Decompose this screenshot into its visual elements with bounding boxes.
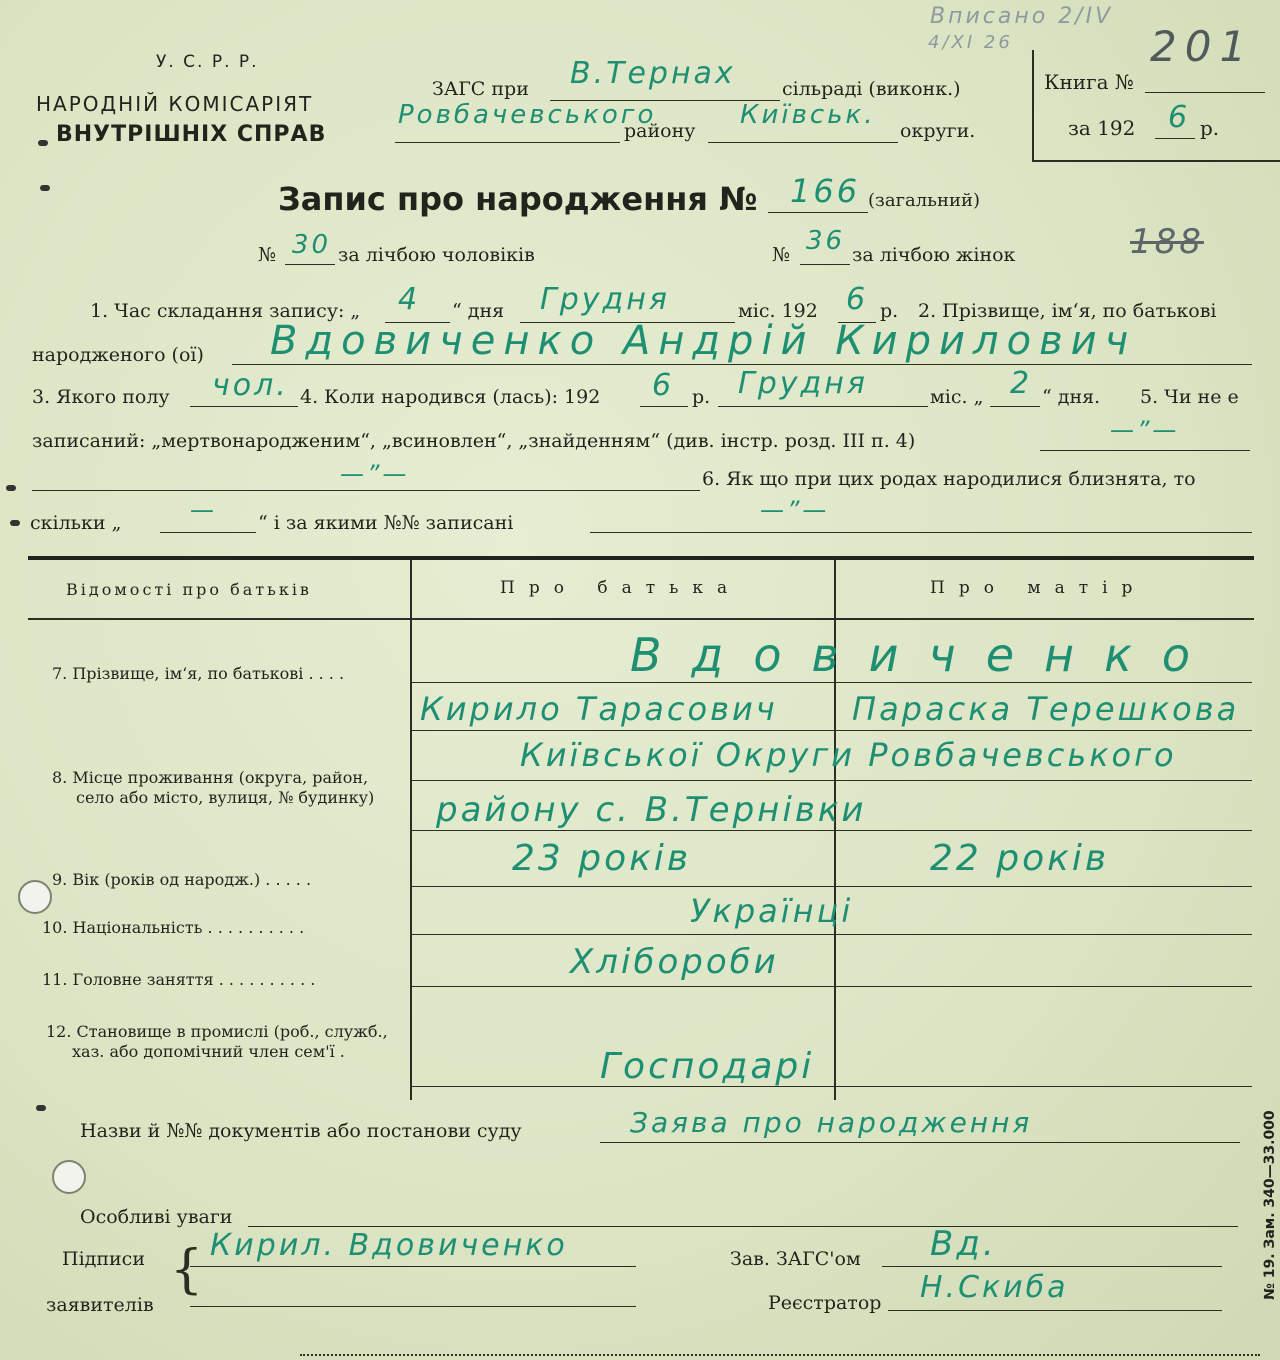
father-name-handwritten: Кирило Тарасович xyxy=(420,690,778,728)
column-header-info: Відомості про батьків xyxy=(66,580,312,599)
row-label-10: 10. Національність . . . . . . . . . . xyxy=(42,918,305,937)
row-label-12: 12. Становище в промислі (роб., служб., xyxy=(46,1022,388,1041)
applicants-label: заявителів xyxy=(46,1294,154,1316)
record-general: (загальний) xyxy=(868,190,980,211)
record-number-line xyxy=(768,212,868,213)
okruha-label: округи. xyxy=(900,120,976,142)
crossed-number-handwritten: 188 xyxy=(1130,222,1204,262)
nationality-handwritten: Українці xyxy=(690,892,854,930)
column-header-mother: Про матір xyxy=(930,578,1147,598)
corner-date-handwritten: 4/XI 26 xyxy=(928,32,1013,53)
field-3-label: 3. Якого полу xyxy=(32,386,170,408)
tear-edge xyxy=(300,1354,1260,1356)
men-number-handwritten: 30 xyxy=(292,230,332,260)
field-5-line-2 xyxy=(32,490,700,491)
field-5-value-handwritten: —”— xyxy=(1110,416,1180,444)
table-rule-9 xyxy=(412,886,1252,887)
table-rule-10 xyxy=(412,934,1252,935)
book-box-bottom xyxy=(1032,160,1280,162)
field-2-label: 2. Прізвище, ім‘я, по батькові xyxy=(918,300,1217,322)
men-number-line xyxy=(285,264,335,265)
head-sig-line xyxy=(882,1266,1222,1267)
field-4-year-handwritten: 6 xyxy=(652,368,675,403)
registrar-signature-handwritten: Н.Скиба xyxy=(920,1270,1069,1305)
men-label: за лічбою чоловіків xyxy=(338,244,535,266)
table-top-rule xyxy=(28,556,1254,560)
table-header-rule xyxy=(28,618,1254,620)
head-label: Зав. ЗАГС'ом xyxy=(730,1248,861,1270)
field-5-label: 5. Чи не е xyxy=(1140,386,1239,408)
mother-name-handwritten: Параска Терешкова xyxy=(852,690,1240,728)
okruha-line xyxy=(708,142,898,143)
row-label-9: 9. Вік (років од народж.) . . . . . xyxy=(52,870,312,889)
record-number-handwritten: 166 xyxy=(790,172,861,210)
book-number-line xyxy=(1145,92,1265,93)
residence-line2-handwritten: району с. В.Тернівки xyxy=(436,790,867,830)
docs-label: Назви й №№ документів або постанови суду xyxy=(80,1120,522,1142)
men-prefix: № xyxy=(258,244,276,266)
book-year-handwritten: 6 xyxy=(1168,100,1191,135)
field-4-month-label: міс. „ xyxy=(930,386,984,408)
table-rule-11 xyxy=(412,986,1252,987)
book-year-line xyxy=(1155,138,1195,139)
district-label: району xyxy=(624,120,696,142)
signature-brace: { xyxy=(170,1240,204,1300)
field-3-sex-handwritten: чол. xyxy=(212,368,289,403)
head-signature-handwritten: Вд. xyxy=(930,1224,997,1264)
book-label: Книга № xyxy=(1044,70,1134,94)
applicant-sig-line-2 xyxy=(190,1306,636,1307)
remarks-label: Особливі уваги xyxy=(80,1206,233,1228)
signatures-label: Підписи xyxy=(62,1248,145,1270)
women-number-line xyxy=(800,264,850,265)
margin-mark xyxy=(36,1105,46,1111)
position-handwritten: Господарі xyxy=(600,1046,815,1087)
zags-village-handwritten: В.Тернах xyxy=(570,56,736,91)
punch-hole xyxy=(18,880,52,914)
table-rule-8b xyxy=(412,830,1252,831)
punch-hole xyxy=(52,1160,86,1194)
field-5-value-line xyxy=(1040,450,1250,451)
table-rule-7 xyxy=(412,682,1252,683)
field-4-day-label: “ дня. xyxy=(1042,386,1101,408)
field-1-label: 1. Час складання запису: „ xyxy=(90,300,361,322)
field-4-month-line xyxy=(718,406,928,407)
table-rule-12 xyxy=(412,1086,1252,1087)
zags-prefix: ЗАГС при xyxy=(432,78,529,100)
women-label: за лічбою жінок xyxy=(852,244,1016,266)
book-box-left xyxy=(1032,50,1034,160)
margin-mark xyxy=(40,185,50,191)
ussr-heading: У. С. Р. Р. xyxy=(156,52,259,72)
field-4-year-suffix: р. xyxy=(692,386,711,408)
occupation-handwritten: Хлібороби xyxy=(570,942,779,982)
father-age-handwritten: 23 років xyxy=(512,838,692,879)
record-title: Запис про народження № xyxy=(278,180,758,218)
field-6-value-handwritten: —”— xyxy=(760,496,830,524)
born-name-line xyxy=(232,364,1252,365)
book-number-handwritten: 201 xyxy=(1150,22,1255,71)
field-4-day-line xyxy=(990,406,1040,407)
field-6-continuation-2: “ і за якими №№ записані xyxy=(258,512,514,534)
field-1-year-handwritten: 6 xyxy=(846,282,869,317)
row-label-12b: хаз. або допомічний член сем'ї . xyxy=(72,1042,345,1061)
applicant-sig-line xyxy=(190,1266,636,1267)
field-4-day-handwritten: 2 xyxy=(1010,366,1033,401)
zags-suffix: сільраді (виконк.) xyxy=(782,78,961,100)
field-4-month-handwritten: Грудня xyxy=(738,366,868,401)
book-year-prefix: за 192 xyxy=(1068,116,1136,140)
field-6-continuation-1: скільки „ xyxy=(30,512,122,534)
field-1-month-handwritten: Грудня xyxy=(540,282,670,317)
margin-mark xyxy=(38,140,48,146)
district-handwritten: Ровбачевського xyxy=(398,100,657,130)
okruha-handwritten: Київськ. xyxy=(740,100,876,130)
docs-line xyxy=(600,1142,1240,1143)
table-rule-7b xyxy=(412,730,1252,731)
born-name-handwritten: Вдовиченко Андрій Кирилович xyxy=(270,318,1137,364)
remarks-line xyxy=(248,1226,1238,1227)
docs-handwritten: Заява про народження xyxy=(630,1106,1033,1139)
field-5-continuation: записаний: „мертвонародженим“, „всиновлен“, „знайденням“ (див. інстр. розд. III п. 4) xyxy=(32,430,916,452)
district-line xyxy=(395,142,620,143)
commissariat-line1: НАРОДНІЙ КОМІСАРІЯТ xyxy=(36,92,314,116)
born-label: народженого (ої) xyxy=(32,344,204,366)
women-number-handwritten: 36 xyxy=(806,226,846,256)
field-4-label: 4. Коли народився (лась): 192 xyxy=(300,386,601,408)
field-1-month-label: міс. 192 xyxy=(738,300,818,322)
field-6-count-line xyxy=(160,532,256,533)
registrar-label: Реєстратор xyxy=(768,1292,882,1314)
field-6-label: 6. Як що при цих родах народилися близнята, то xyxy=(702,468,1196,490)
field-6-value-line xyxy=(590,532,1252,533)
field-1-day-handwritten: 4 xyxy=(398,282,421,317)
book-year-suffix: р. xyxy=(1200,116,1220,140)
margin-mark xyxy=(6,485,16,491)
residence-line1-handwritten: Київської Округи Ровбачевського xyxy=(520,736,1177,774)
side-print: № 19. Зам. 340—33.000 xyxy=(1262,1110,1278,1300)
field-1-day-label: “ дня xyxy=(452,300,505,322)
row-label-7: 7. Прізвище, ім‘я, по батькові . . . . xyxy=(52,664,345,683)
corner-note-handwritten: Вписано 2/IV xyxy=(930,4,1114,29)
field-3-sex-line xyxy=(190,406,298,407)
surname-handwritten: Вдовиченко xyxy=(630,628,1220,682)
registrar-sig-line xyxy=(888,1310,1222,1311)
margin-mark xyxy=(10,520,20,526)
row-label-11: 11. Головне заняття . . . . . . . . . . xyxy=(42,970,316,989)
field-4-year-line xyxy=(640,406,688,407)
women-prefix: № xyxy=(772,244,790,266)
field-5-line2-handwritten: —”— xyxy=(340,460,410,488)
field-6-count-handwritten: — xyxy=(190,496,217,524)
field-1-year-suffix: р. xyxy=(880,300,899,322)
commissariat-line2: ВНУТРІШНІХ СПРАВ xyxy=(56,122,327,147)
applicant-signature-handwritten: Кирил. Вдовиченко xyxy=(210,1228,568,1263)
column-header-father: Про батька xyxy=(500,578,742,598)
table-rule-8 xyxy=(412,780,1252,781)
row-label-8b: село або місто, вулиця, № будинку) xyxy=(76,788,375,807)
row-label-8: 8. Місце проживання (округа, район, xyxy=(52,768,369,787)
mother-age-handwritten: 22 років xyxy=(930,838,1110,879)
